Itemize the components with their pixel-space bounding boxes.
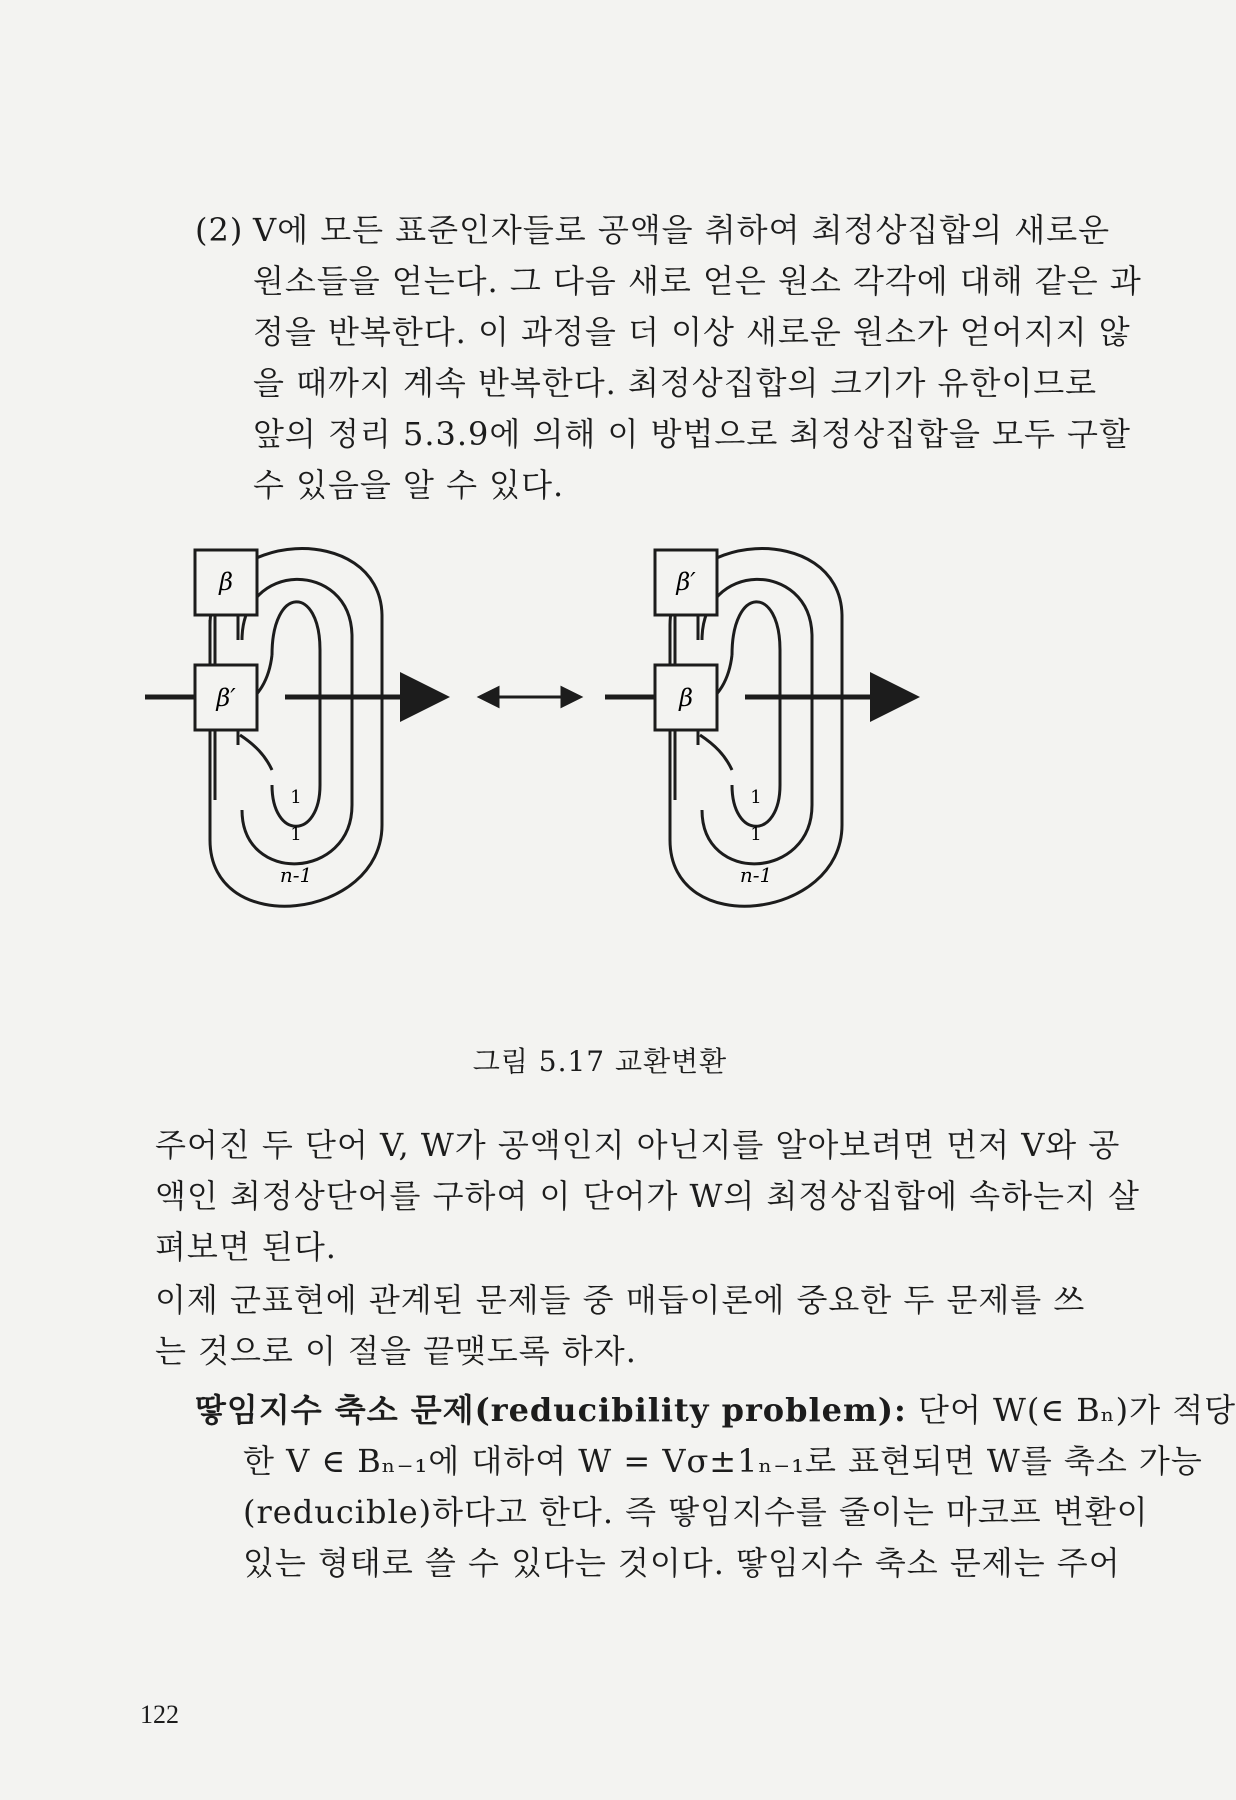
left-box-top-label: β	[219, 568, 233, 596]
right-mid-label: 1	[750, 824, 762, 845]
right-outer-label: n-1	[739, 863, 773, 887]
list-item-2	[195, 205, 1142, 511]
exchange-move-figure	[160, 540, 1060, 1020]
paragraph-line: 주어진 두 단어 V, W가 공액인지 아닌지를 알아보려면 먼저 V와 공	[155, 1126, 1121, 1164]
definition-line: 있는 형태로 쓸 수 있다는 것이다. 땋임지수 축소 문제는 주어	[243, 1544, 1121, 1582]
item-text-line: 을 때까지 계속 반복한다. 최정상집합의 크기가 유한이므로	[253, 364, 1098, 402]
item-text-line: 앞의 정리 5.3.9에 의해 이 방법으로 최정상집합을 모두 구할	[253, 415, 1131, 453]
figure-caption: 그림 5.17 교환변환	[472, 1045, 728, 1078]
item-text-line: 수 있음을 알 수 있다.	[253, 466, 565, 504]
definition-text: 단어 W(∈ Bₙ)가 적당	[918, 1391, 1236, 1429]
reducibility-definition	[195, 1385, 1236, 1589]
left-inner-label: 1	[290, 787, 302, 808]
item-text-line: 정을 반복한다. 이 과정을 더 이상 새로운 원소가 얻어지지 않	[253, 313, 1131, 351]
right-braid-diagram	[605, 549, 900, 907]
paragraph-line: 액인 최정상단어를 구하여 이 단어가 W의 최정상집합에 속하는지 살	[155, 1177, 1140, 1215]
left-braid-diagram	[145, 549, 430, 907]
item-number: (2)	[195, 211, 244, 249]
paragraph-line: 는 것으로 이 절을 끝맺도록 하자.	[155, 1332, 637, 1370]
right-box-bottom-label: β	[679, 684, 693, 712]
definition-line: 한 V ∈ Bₙ₋₁에 대하여 W = Vσ±1ₙ₋₁로 표현되면 W를 축소 가능	[243, 1442, 1203, 1480]
double-arrow-icon	[480, 688, 580, 706]
definition-line: (reducible)하다고 한다. 즉 땋임지수를 줄이는 마코프 변환이	[243, 1493, 1149, 1531]
paragraph-line: 이제 군표현에 관계된 문제들 중 매듭이론에 중요한 두 문제를 쓰	[155, 1281, 1086, 1319]
paragraph-line: 펴보면 된다.	[155, 1228, 337, 1266]
paragraph-intro-problems	[155, 1275, 1086, 1377]
left-outer-label: n-1	[279, 863, 313, 887]
page-number: 122	[140, 1700, 179, 1729]
right-box-top-label: β′	[676, 568, 696, 596]
definition-term: 땋임지수 축소 문제(reducibility problem):	[195, 1391, 907, 1429]
right-inner-label: 1	[750, 787, 762, 808]
left-mid-label: 1	[290, 824, 302, 845]
left-box-bottom-label: β′	[216, 684, 236, 712]
paragraph-conjugacy	[155, 1120, 1140, 1273]
item-text-line: 원소들을 얻는다. 그 다음 새로 얻은 원소 각각에 대해 같은 과	[253, 262, 1142, 300]
item-text-line: V에 모든 표준인자들로 공액을 취하여 최정상집합의 새로운	[253, 211, 1111, 249]
